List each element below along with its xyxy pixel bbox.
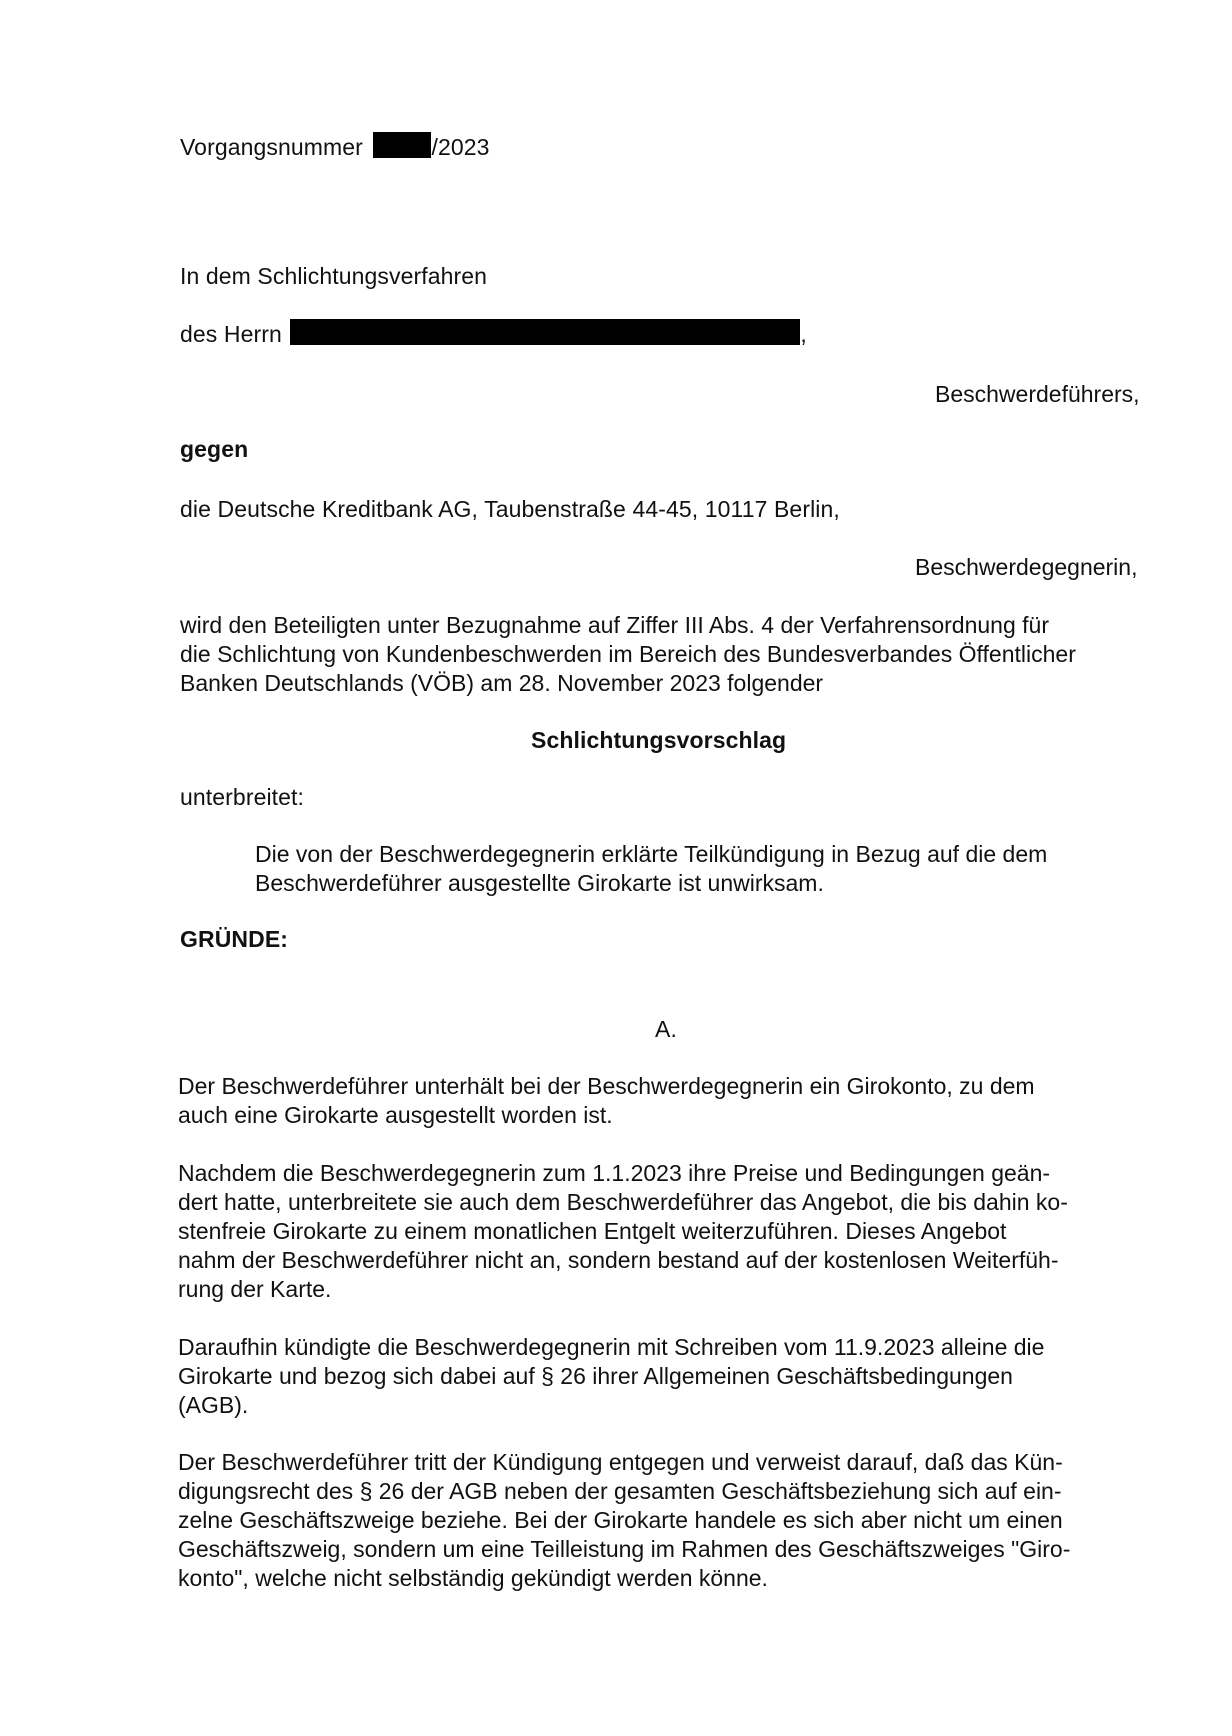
decision-line: Die von der Beschwerdegegnerin erklärte Teilkündigung in Bezug auf die dem [255,841,1048,867]
reasons-line: Der Beschwerdeführer unterhält bei der Beschwerdegegnerin ein Girokonto, zu dem [178,1073,1035,1099]
reasons-line: nahm der Beschwerdeführer nicht an, sondern bestand auf der kostenlosen Weiterfüh- [178,1247,1059,1273]
reasons-paragraph [178,1072,1158,1130]
case-number-label: Vorgangsnummer [180,134,363,160]
reasons-line: konto", welche nicht selbständig gekündigt werden könne. [178,1565,768,1591]
reasons-heading: GRÜNDE: [180,926,289,952]
preamble-paragraph [180,611,1160,698]
preamble-line: Banken Deutschlands (VÖB) am 28. November 2023 folgender [180,670,824,696]
reasons-line: Nachdem die Beschwerdegegnerin zum 1.1.2023 ihre Preise und Bedingungen geän- [178,1160,1051,1186]
reasons-line: auch eine Girokarte ausgestellt worden ist. [178,1102,613,1128]
submitted-label: unterbreitet: [180,784,305,810]
section-marker: A. [655,1016,677,1042]
preamble-line: wird den Beteiligten unter Bezugnahme auf Ziffer III Abs. 4 der Verfahrensordnung für [180,612,1049,638]
reasons-line: digungsrecht des § 26 der AGB neben der gesamten Geschäftsbeziehung sich auf ein- [178,1478,1062,1504]
claimant-role: Beschwerdeführers, [935,381,1140,407]
reasons-paragraph [178,1159,1158,1304]
reasons-line: dert hatte, unterbreitete sie auch dem Beschwerdeführer das Angebot, die bis dahin ko- [178,1189,1068,1215]
claimant-suffix: , [800,321,807,347]
preamble-line: die Schlichtung von Kundenbeschwerden im Bereich des Bundesverbandes Öffentlicher [180,641,1076,667]
reasons-line: stenfreie Girokarte zu einem monatlichen Entgelt weiterzuführen. Dieses Angebot [178,1218,1007,1244]
respondent-role: Beschwerdegegnerin, [915,554,1138,580]
proposal-heading: Schlichtungsvorschlag [531,727,787,753]
reasons-line: rung der Karte. [178,1276,332,1302]
reasons-line: Daraufhin kündigte die Beschwerdegegnerin mit Schreiben vom 11.9.2023 alleine die [178,1334,1045,1360]
proceedings-intro: In dem Schlichtungsverfahren [180,263,488,289]
decision-paragraph [255,840,1232,898]
case-number-suffix: /2023 [431,134,490,160]
claimant-name-redaction [290,319,800,345]
case-number-line [180,132,490,162]
reasons-line: zelne Geschäftszweige beziehe. Bei der Girokarte handele es sich aber nicht um einen [178,1507,1063,1533]
reasons-line: (AGB). [178,1392,249,1418]
claimant-line [180,319,807,349]
redaction-block [373,132,431,158]
reasons-paragraph [178,1448,1158,1593]
decision-line: Beschwerdeführer ausgestellte Girokarte ist unwirksam. [255,870,824,896]
reasons-paragraph [178,1333,1158,1420]
reasons-line: Girokarte und bezog sich dabei auf § 26 ihrer Allgemeinen Geschäftsbedingungen [178,1363,1013,1389]
claimant-prefix: des Herrn [180,321,282,347]
reasons-line: Der Beschwerdeführer tritt der Kündigung entgegen und verweist darauf, daß das Kün- [178,1449,1063,1475]
respondent-line: die Deutsche Kreditbank AG, Taubenstraße 44-45, 10117 Berlin, [180,496,840,522]
reasons-line: Geschäftszweig, sondern um eine Teilleistung im Rahmen des Geschäftszweiges "Giro- [178,1536,1071,1562]
versus-label: gegen [180,436,249,462]
